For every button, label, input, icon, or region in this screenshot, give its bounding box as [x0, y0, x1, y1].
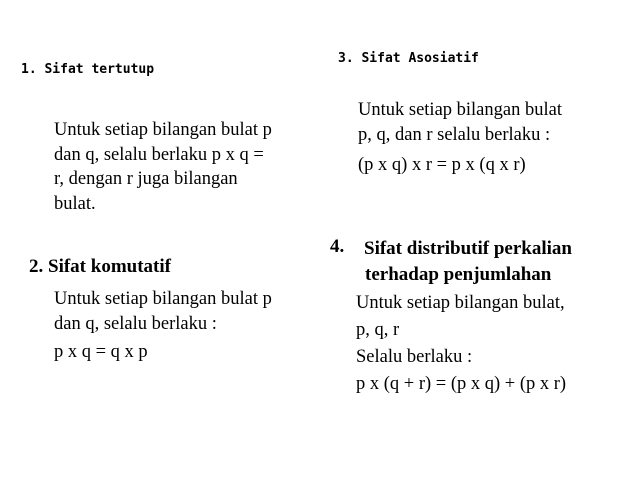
section1-line: r, dengan r juga bilangan — [54, 169, 238, 189]
section4-formula: p x (q + r) = (p x q) + (p x r) — [356, 374, 567, 394]
heading-sifat-distributif — [364, 236, 572, 288]
section1-line: Untuk setiap bilangan bulat p — [54, 120, 272, 140]
section4-heading-line: terhadap penjumlahan — [365, 264, 552, 285]
section3-body — [358, 98, 562, 178]
section4-line: p, q, r — [356, 320, 400, 340]
section3-line: Untuk setiap bilangan bulat — [358, 100, 562, 120]
section3-formula: (p x q) x r = p x (q x r) — [358, 155, 526, 175]
section4-line: Untuk setiap bilangan bulat, — [356, 293, 565, 313]
section4-body — [356, 290, 566, 398]
heading-sifat-komutatif: 2. Sifat komutatif — [29, 256, 171, 277]
section4-heading-line: Sifat distributif perkalian — [364, 238, 572, 259]
heading-sifat-tertutup: 1. Sifat tertutup — [21, 62, 155, 77]
section2-line: dan q, selalu berlaku : — [54, 313, 217, 334]
section2-line: Untuk setiap bilangan bulat p — [54, 289, 272, 309]
section1-line: dan q, selalu berlaku p x q = — [54, 144, 264, 165]
section1-body — [54, 118, 272, 216]
section3-line: p, q, dan r selalu berlaku : — [358, 124, 551, 145]
section1-line: bulat. — [54, 193, 96, 214]
section2-formula: p x q = q x p — [54, 342, 148, 362]
section4-number: 4. — [330, 236, 345, 257]
heading-sifat-asosiatif: 3. Sifat Asosiatif — [338, 51, 479, 66]
section2-body — [54, 287, 272, 365]
section4-line: Selalu berlaku : — [356, 347, 473, 367]
